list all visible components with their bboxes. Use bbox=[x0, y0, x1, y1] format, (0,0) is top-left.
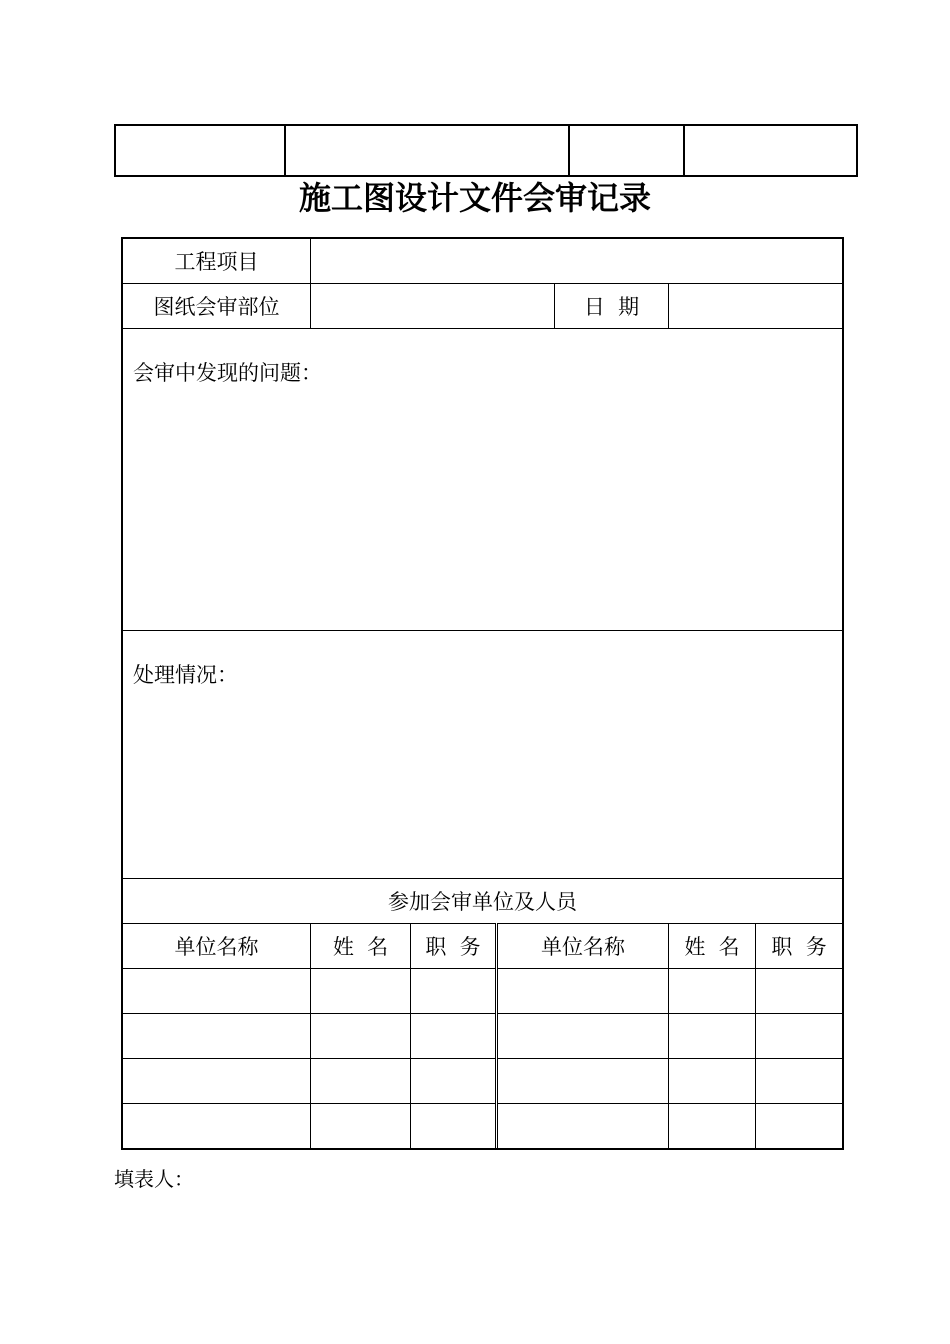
column-unit-name-left: 单位名称 bbox=[123, 924, 311, 969]
column-name-right: 姓 名 bbox=[669, 924, 756, 969]
review-part-value-field[interactable] bbox=[311, 284, 555, 329]
attendee-unit-cell[interactable] bbox=[497, 1014, 669, 1059]
issues-section[interactable] bbox=[123, 329, 843, 631]
handling-section[interactable] bbox=[123, 631, 843, 879]
header-cell-1[interactable] bbox=[115, 125, 285, 176]
handling-label: 处理情况： bbox=[133, 663, 238, 687]
attendee-name-cell[interactable] bbox=[669, 1014, 756, 1059]
header-blank-table bbox=[114, 124, 858, 177]
attendee-position-cell[interactable] bbox=[411, 969, 497, 1014]
attendee-unit-cell[interactable] bbox=[123, 1104, 311, 1149]
attendee-name-cell[interactable] bbox=[669, 969, 756, 1014]
table-row bbox=[123, 1059, 843, 1104]
attendee-unit-cell[interactable] bbox=[497, 1059, 669, 1104]
project-value-field[interactable] bbox=[311, 239, 843, 284]
header-cell-2[interactable] bbox=[285, 125, 569, 176]
table-row bbox=[123, 1014, 843, 1059]
attendee-position-cell[interactable] bbox=[411, 1014, 497, 1059]
column-position-right: 职 务 bbox=[756, 924, 843, 969]
attendee-position-cell[interactable] bbox=[756, 1059, 843, 1104]
attendee-position-cell[interactable] bbox=[411, 1059, 497, 1104]
attendee-name-cell[interactable] bbox=[311, 1059, 411, 1104]
form-filler-label: 填表人： bbox=[114, 1167, 194, 1191]
project-label: 工程项目 bbox=[123, 239, 311, 284]
date-label: 日 期 bbox=[555, 284, 669, 329]
column-unit-name-right: 单位名称 bbox=[497, 924, 669, 969]
attendees-heading: 参加会审单位及人员 bbox=[123, 879, 843, 924]
attendee-position-cell[interactable] bbox=[756, 1014, 843, 1059]
review-part-label: 图纸会审部位 bbox=[123, 284, 311, 329]
review-record-form bbox=[122, 238, 843, 1149]
attendee-unit-cell[interactable] bbox=[123, 969, 311, 1014]
attendee-name-cell[interactable] bbox=[311, 969, 411, 1014]
attendee-unit-cell[interactable] bbox=[123, 1014, 311, 1059]
page-title: 施工图设计文件会审记录 bbox=[298, 179, 651, 217]
attendee-position-cell[interactable] bbox=[756, 969, 843, 1014]
header-cell-4[interactable] bbox=[684, 125, 857, 176]
column-position-left: 职 务 bbox=[411, 924, 497, 969]
attendee-unit-cell[interactable] bbox=[497, 1104, 669, 1149]
attendee-name-cell[interactable] bbox=[669, 1104, 756, 1149]
date-value-field[interactable] bbox=[669, 284, 843, 329]
attendee-name-cell[interactable] bbox=[311, 1014, 411, 1059]
header-cell-3[interactable] bbox=[569, 125, 684, 176]
attendee-unit-cell[interactable] bbox=[123, 1059, 311, 1104]
attendee-name-cell[interactable] bbox=[311, 1104, 411, 1149]
attendee-position-cell[interactable] bbox=[411, 1104, 497, 1149]
column-name-left: 姓 名 bbox=[311, 924, 411, 969]
table-row bbox=[123, 969, 843, 1014]
attendee-position-cell[interactable] bbox=[756, 1104, 843, 1149]
attendee-name-cell[interactable] bbox=[669, 1059, 756, 1104]
issues-label: 会审中发现的问题： bbox=[133, 361, 322, 385]
attendee-unit-cell[interactable] bbox=[497, 969, 669, 1014]
table-row bbox=[123, 1104, 843, 1149]
